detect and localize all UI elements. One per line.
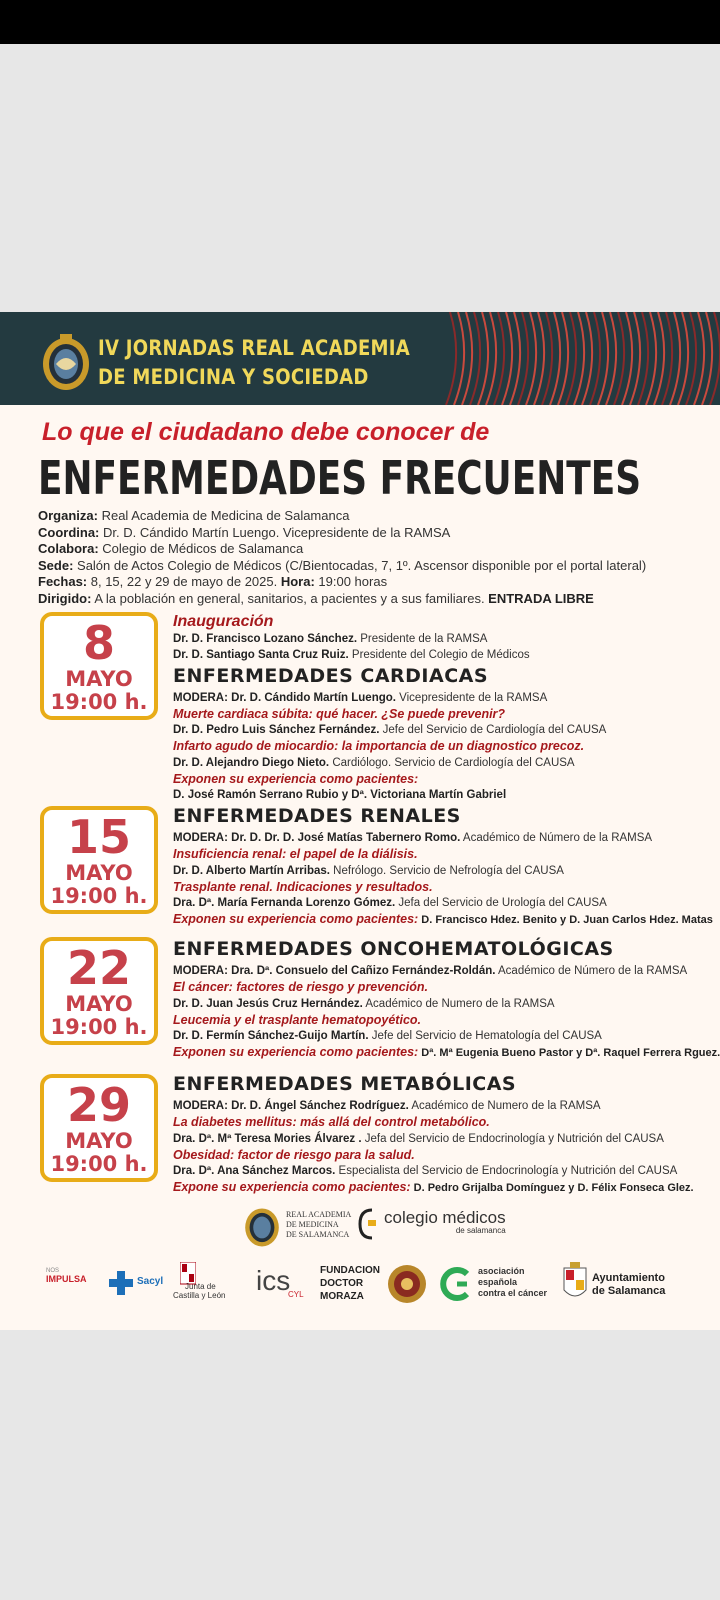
info-row [38, 574, 698, 591]
info-text: Salón de Actos Colegio de Médicos (C/Bientocadas, 7, 1º. Ascensor disponible por el portal lateral) [73, 557, 647, 573]
colegio-text: colegio [384, 1208, 438, 1227]
session-heading: ENFERMEDADES ONCOHEMATOLÓGICAS [173, 938, 614, 960]
aecc-text-1: asociación [478, 1266, 525, 1276]
page-title: ENFERMEDADES FRECUENTES [38, 451, 642, 505]
ics-text: ics [256, 1265, 291, 1296]
speaker-name: Dra. Dª. Ana Sánchez Marcos. [173, 1165, 336, 1178]
ramsa-text-2: DE MEDICINA [286, 1220, 339, 1229]
status-bar [0, 0, 720, 44]
speaker-line [173, 1131, 703, 1147]
date-day: 29 [66, 1078, 131, 1132]
patients-line [173, 911, 713, 928]
stripe [446, 312, 456, 405]
speaker-name: MODERA: Dr. D. Cándido Martín Luengo. [173, 691, 396, 704]
sacyl-cross-icon [108, 1270, 134, 1296]
info-row [38, 508, 698, 525]
speaker-role: Académico de Número de la RAMSA [460, 832, 653, 844]
date-day: 8 [82, 616, 115, 670]
banner-title-line-2: DE MEDICINA Y SOCIEDAD [98, 365, 369, 389]
sacyl-text: Sacyl [137, 1276, 164, 1287]
talk-topic: Insuficiencia renal: el papel de la diálisis. [173, 847, 418, 862]
section-label: Inauguración [173, 613, 274, 630]
date-day: 22 [66, 941, 131, 995]
date-month: MAYO [65, 1129, 133, 1153]
patients-line [173, 1179, 703, 1196]
speaker-name: Dr. D. Alejandro Diego Nieto. [173, 756, 330, 769]
info-bold-text: ENTRADA LIBRE [488, 590, 594, 606]
fundacion-text-1: FUNDACION [320, 1265, 380, 1276]
ramsa-logo-icon [243, 1204, 281, 1248]
speaker-role: Jefe del Servicio de Hematología del CAUSA [368, 1030, 602, 1043]
talk-topic: Exponen su experiencia como pacientes: [173, 772, 419, 787]
info-row [38, 541, 698, 558]
speaker-name: MODERA: Dra. Dª. Consuelo del Cañizo Fernández-Roldán. [173, 965, 496, 977]
speaker-role: Vicepresidente de la RAMSA [395, 691, 548, 704]
organizer-logos [0, 1202, 720, 1254]
speaker-line [173, 996, 703, 1012]
speaker-name: MODERA: Dr. D. Ángel Sánchez Rodríguez. [173, 1100, 409, 1112]
speaker-line [173, 755, 703, 771]
speaker-line [173, 631, 703, 647]
junta-text-1: Junta de [185, 1282, 216, 1291]
patient-names: Dª. Mª Eugenia Bueno Pastor y Dª. Raquel Ferrera Rguez. [418, 1047, 720, 1060]
speaker-role: Académico de Numero de la RAMSA [408, 1100, 601, 1112]
speaker-line [173, 1028, 703, 1044]
date-month: MAYO [65, 861, 133, 885]
banner-title-line-1: IV JORNADAS REAL ACADEMIA [98, 336, 410, 360]
date-box [40, 806, 158, 914]
speaker-name: Dr. D. Pedro Luis Sánchez Fernández. [173, 724, 380, 737]
speaker-name: Dra. Dª. Mª Teresa Mories Álvarez . [173, 1132, 362, 1145]
fundacion-text-2: DOCTOR [320, 1278, 364, 1289]
event-content [173, 804, 713, 929]
event-content [173, 937, 720, 1062]
speaker-role: Académico de Número de la RAMSA [495, 965, 688, 977]
speaker-role: Académico de Numero de la RAMSA [362, 997, 555, 1010]
event-content [173, 612, 703, 804]
date-month: MAYO [65, 667, 133, 691]
session-heading: ENFERMEDADES CARDIACAS [173, 664, 489, 687]
colegio-logo-icon [356, 1206, 378, 1242]
fundacion-text-3: MORAZA [320, 1291, 364, 1302]
info-label: Organiza: [38, 508, 98, 523]
speaker-line [173, 863, 703, 879]
speaker-name: MODERA: Dr. D. Dr. D. José Matías Tabernero Romo. [173, 832, 461, 844]
speaker-name: D. José Ramón Serrano Rubio y Dª. Victoriana Martín Gabriel [173, 789, 507, 802]
event-series-title [98, 334, 410, 392]
info-text: Real Academia de Medicina de Salamanca [97, 508, 350, 523]
impulsa-logo [46, 1268, 87, 1284]
speaker-line [173, 690, 703, 706]
header-banner [0, 312, 720, 405]
date-box [40, 1074, 158, 1182]
speaker-name: Dra. Dª. María Fernanda Lorenzo Gómez. [173, 897, 396, 910]
info-text-after: 19:00 horas [314, 574, 388, 589]
speaker-role: Jefa del Servicio de Urología del CAUSA [395, 897, 607, 910]
speaker-role: Presidente de la RAMSA [357, 633, 488, 645]
speaker-name: Dr. D. Alberto Martín Arribas. [173, 864, 330, 877]
speaker-role: Jefa del Servicio de Endocrinología y Nutrición del CAUSA [361, 1132, 664, 1145]
talk-topic: Obesidad: factor de riesgo para la salud. [173, 1147, 415, 1162]
date-time: 19:00 h. [50, 884, 148, 908]
date-month: MAYO [65, 992, 133, 1016]
ayuntamiento-text-2: de Salamanca [592, 1285, 666, 1297]
aecc-text-2: española [478, 1277, 518, 1287]
speaker-name: Dr. D. Santiago Santa Cruz Ruiz. [173, 649, 349, 662]
ayuntamiento-shield-icon [562, 1262, 588, 1302]
aecc-logo-icon [440, 1266, 474, 1302]
speaker-role: Presidente del Colegio de Médicos [348, 649, 530, 662]
junta-text-2: Castilla y León [173, 1291, 226, 1300]
salamanca-text: de salamanca [455, 1226, 506, 1235]
info-row [38, 525, 698, 542]
talk-topic: Exponen su experiencia como pacientes: [173, 1045, 419, 1060]
sponsor-logos [0, 1262, 720, 1310]
info-text: A la población en general, sanitarios, a pacientes y a sus familiares. [91, 590, 489, 606]
info-text: Colegio de Médicos de Salamanca [98, 541, 304, 556]
info-label: Dirigido: [38, 590, 92, 606]
talk-topic: Exponen su experiencia como pacientes: [173, 912, 419, 927]
date-day: 15 [66, 810, 131, 864]
date-time: 19:00 h. [50, 690, 148, 714]
info-label: Fechas: [38, 574, 88, 589]
speaker-role: Nefrólogo. Servicio de Nefrología del CAUSA [329, 864, 564, 877]
speaker-line [173, 963, 703, 979]
ics-sub-text: CYL [288, 1290, 304, 1299]
session-heading: ENFERMEDADES METABÓLICAS [173, 1073, 517, 1095]
info-label: Coordina: [38, 524, 100, 540]
speaker-line [173, 1163, 703, 1179]
info-bold-text: Hora: [280, 574, 315, 589]
speaker-role: Cardiólogo. Servicio de Cardiología del CAUSA [329, 756, 575, 769]
date-time: 19:00 h. [50, 1015, 148, 1039]
seal-icon [387, 1264, 427, 1304]
talk-topic: Expone su experiencia como pacientes: [173, 1180, 411, 1195]
event-content [173, 1072, 703, 1197]
impulsa-text: IMPULSA [46, 1274, 87, 1284]
talk-topic: Trasplante renal. Indicaciones y resultados. [173, 879, 433, 894]
date-box [40, 612, 158, 720]
date-box [40, 937, 158, 1045]
speaker-role: Jefe del Servicio de Cardiología del CAUSA [379, 724, 607, 737]
speaker-role: Especialista del Servicio de Endocrinología y Nutrición del CAUSA [335, 1165, 678, 1178]
speaker-line [173, 647, 703, 663]
patients-line [173, 1044, 720, 1061]
info-text: 8, 15, 22 y 29 de mayo de 2025. [87, 574, 281, 589]
speaker-line [173, 1098, 703, 1114]
info-label: Colabora: [38, 541, 99, 556]
speaker-line [173, 895, 703, 911]
talk-topic: La diabetes mellitus: más allá del control metabólico. [173, 1115, 490, 1130]
speaker-name: Dr. D. Francisco Lozano Sánchez. [173, 633, 358, 645]
info-label: Sede: [38, 557, 74, 573]
info-row [38, 591, 698, 608]
talk-topic: El cáncer: factores de riesgo y prevención. [173, 980, 428, 995]
impulsa-small-text: NOS [46, 1268, 60, 1274]
talk-topic: Muerte cardiaca súbita: qué hacer. ¿Se puede prevenir? [173, 706, 506, 721]
speaker-line [173, 722, 703, 738]
ramsa-text-3: DE SALAMANCA [286, 1230, 350, 1239]
medicos-text: médicos [442, 1208, 506, 1227]
patient-names: D. Francisco Hdez. Benito y D. Juan Carlos Hdez. Matas [418, 914, 713, 927]
speaker-name: Dr. D. Fermín Sánchez-Guijo Martín. [173, 1030, 369, 1043]
speaker-line [173, 830, 703, 846]
speaker-name: Dr. D. Juan Jesús Cruz Hernández. [173, 997, 363, 1010]
session-heading: ENFERMEDADES RENALES [173, 805, 461, 827]
patient-names: D. Pedro Grijalba Domínguez y D. Félix Fonseca Glez. [410, 1182, 694, 1195]
talk-topic: Leucemia y el trasplante hematopoyético. [173, 1012, 421, 1027]
decorative-stripes [440, 312, 720, 405]
poster [0, 312, 720, 1330]
aecc-text-3: contra el cáncer [478, 1288, 548, 1298]
date-time: 19:00 h. [50, 1152, 148, 1176]
subtitle: Lo que el ciudadano debe conocer de [42, 418, 490, 446]
info-row [38, 558, 698, 575]
info-block [38, 508, 698, 607]
ramsa-text-1: REAL ACADEMIA [286, 1210, 352, 1219]
talk-topic: Infarto agudo de miocardio: la importancia de un diagnostico precoz. [173, 739, 585, 754]
info-text: Dr. D. Cándido Martín Luengo. Vicepresidente de la RAMSA [99, 524, 451, 540]
academy-crest-icon [40, 332, 92, 392]
speaker-line [173, 787, 703, 803]
ayuntamiento-text-1: Ayuntamiento [592, 1272, 665, 1284]
